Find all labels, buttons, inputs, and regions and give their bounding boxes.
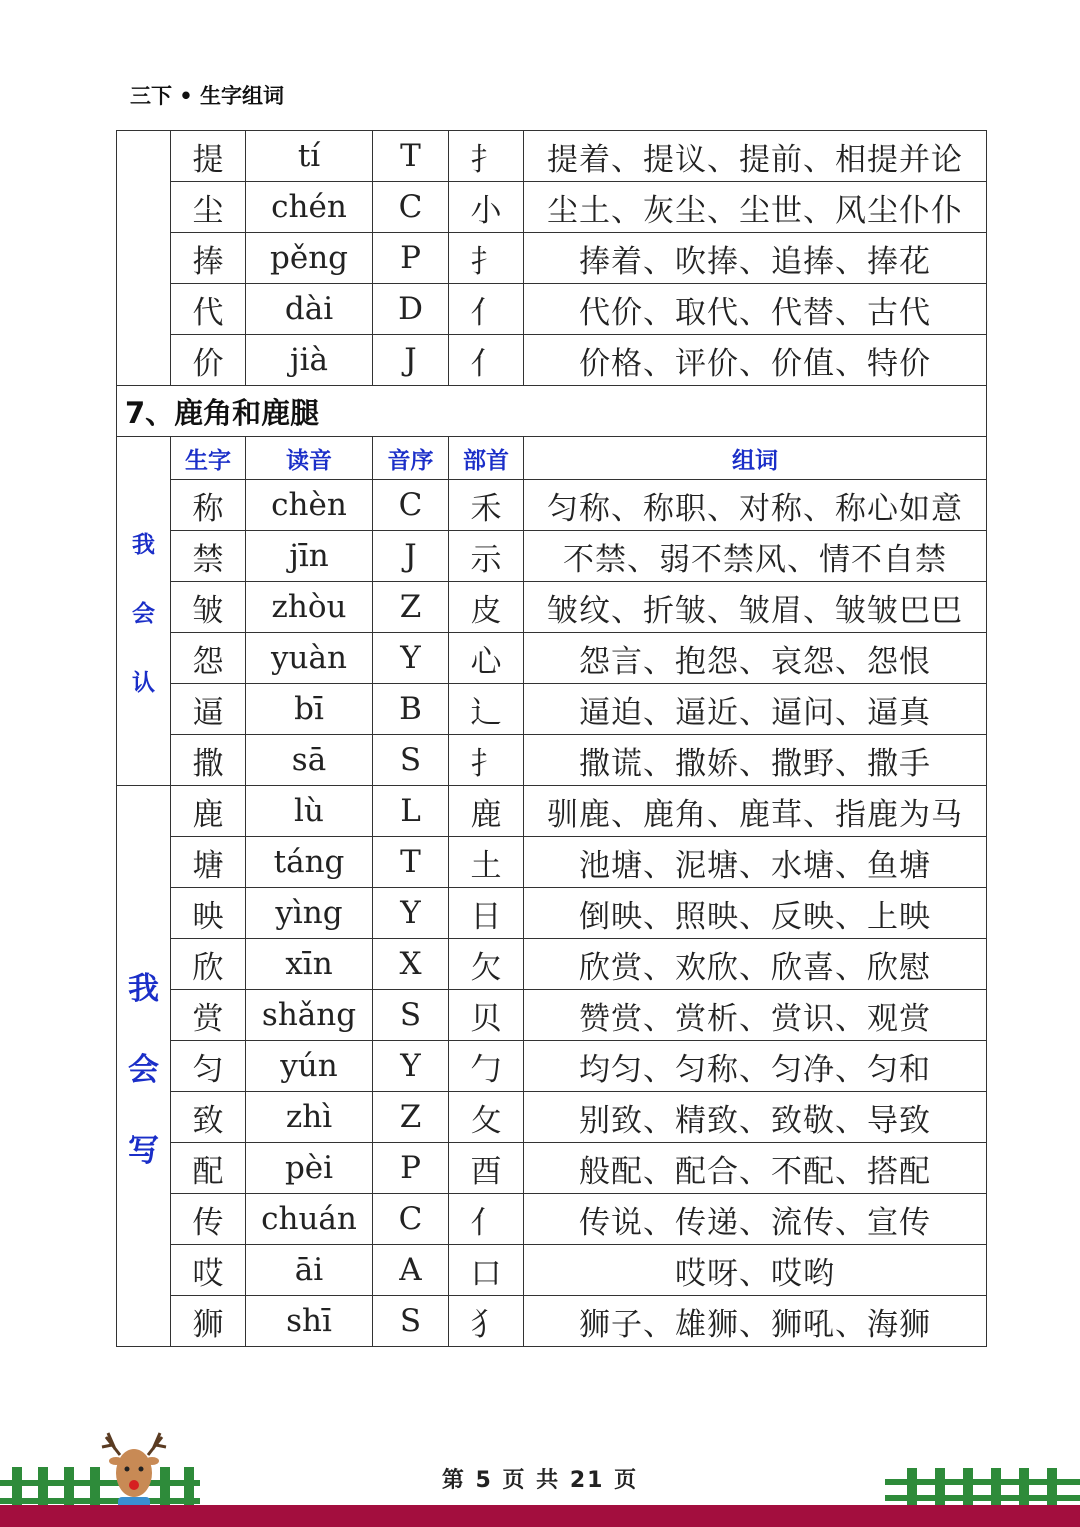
cell-radical: 亻: [449, 335, 524, 386]
table-row: [117, 939, 987, 990]
cell-initial: S: [373, 1296, 449, 1347]
cell-words: 般配、配合、不配、搭配: [524, 1143, 987, 1194]
cell-initial: T: [373, 131, 449, 182]
cell-char: 欣: [171, 939, 246, 990]
cell-char: 怨: [171, 633, 246, 684]
cell-words: 匀称、称职、对称、称心如意: [524, 480, 987, 531]
cell-char: 配: [171, 1143, 246, 1194]
cell-initial: B: [373, 684, 449, 735]
cell-words: 别致、精致、致敬、导致: [524, 1092, 987, 1143]
cell-initial: Z: [373, 1092, 449, 1143]
cell-words: 池塘、泥塘、水塘、鱼塘: [524, 837, 987, 888]
column-header-pinyin: 读音: [246, 437, 373, 480]
cell-initial: X: [373, 939, 449, 990]
table-row: [117, 1041, 987, 1092]
cell-words: 驯鹿、鹿角、鹿茸、指鹿为马: [524, 786, 987, 837]
table-row: [117, 284, 987, 335]
cell-radical: 扌: [449, 735, 524, 786]
table-row: [117, 582, 987, 633]
group-label-char: 会: [128, 1051, 159, 1088]
table-row: [117, 888, 987, 939]
cell-initial: L: [373, 786, 449, 837]
cell-radical: 皮: [449, 582, 524, 633]
cell-words: 倒映、照映、反映、上映: [524, 888, 987, 939]
cell-initial: Y: [373, 888, 449, 939]
cell-pinyin: lù: [246, 786, 373, 837]
table-row: [117, 233, 987, 284]
column-header-row: [117, 437, 987, 480]
cell-char: 赏: [171, 990, 246, 1041]
table-row: [117, 1296, 987, 1347]
cell-words: 欣赏、欢欣、欣喜、欣慰: [524, 939, 987, 990]
cell-pinyin: zhòu: [246, 582, 373, 633]
column-header-char: 生字: [171, 437, 246, 480]
group-label-char: 我: [128, 970, 159, 1007]
cell-char: 禁: [171, 531, 246, 582]
table-row: [117, 735, 987, 786]
table-row: [117, 633, 987, 684]
cell-words: 赞赏、赏析、赏识、观赏: [524, 990, 987, 1041]
cell-radical: 禾: [449, 480, 524, 531]
cell-char: 提: [171, 131, 246, 182]
cell-char: 逼: [171, 684, 246, 735]
cell-words: 撒谎、撒娇、撒野、撒手: [524, 735, 987, 786]
cell-pinyin: táng: [246, 837, 373, 888]
cell-pinyin: chén: [246, 182, 373, 233]
cell-initial: T: [373, 837, 449, 888]
cell-char: 鹿: [171, 786, 246, 837]
cell-pinyin: shī: [246, 1296, 373, 1347]
column-header-initial: 音序: [373, 437, 449, 480]
cell-initial: C: [373, 182, 449, 233]
cell-words: 价格、评价、价值、特价: [524, 335, 987, 386]
cell-pinyin: jià: [246, 335, 373, 386]
cell-radical: 土: [449, 837, 524, 888]
cell-radical: 小: [449, 182, 524, 233]
cell-words: 怨言、抱怨、哀怨、怨恨: [524, 633, 987, 684]
cell-words: 尘土、灰尘、尘世、风尘仆仆: [524, 182, 987, 233]
cell-pinyin: dài: [246, 284, 373, 335]
cell-char: 皱: [171, 582, 246, 633]
cell-initial: Z: [373, 582, 449, 633]
table-row: [117, 1143, 987, 1194]
cell-char: 价: [171, 335, 246, 386]
vocab-table: [116, 130, 987, 1347]
table-row: [117, 1092, 987, 1143]
group-label-char: 我: [132, 531, 155, 558]
cell-radical: 酉: [449, 1143, 524, 1194]
cell-pinyin: pěng: [246, 233, 373, 284]
cell-pinyin: yìng: [246, 888, 373, 939]
cell-char: 代: [171, 284, 246, 335]
cell-radical: 口: [449, 1245, 524, 1296]
cell-radical: 贝: [449, 990, 524, 1041]
cell-char: 捧: [171, 233, 246, 284]
cell-char: 称: [171, 480, 246, 531]
cell-pinyin: tí: [246, 131, 373, 182]
cell-pinyin: xīn: [246, 939, 373, 990]
group-label: [117, 131, 171, 386]
cell-pinyin: zhì: [246, 1092, 373, 1143]
cell-initial: C: [373, 480, 449, 531]
cell-radical: 欠: [449, 939, 524, 990]
cell-radical: 扌: [449, 131, 524, 182]
cell-pinyin: chuán: [246, 1194, 373, 1245]
cell-words: 均匀、匀称、匀净、匀和: [524, 1041, 987, 1092]
table-row: [117, 990, 987, 1041]
cell-pinyin: yuàn: [246, 633, 373, 684]
cell-char: 匀: [171, 1041, 246, 1092]
section-title: 7、鹿角和鹿腿: [117, 386, 987, 437]
cell-radical: 日: [449, 888, 524, 939]
cell-initial: S: [373, 990, 449, 1041]
cell-radical: 扌: [449, 233, 524, 284]
cell-radical: 鹿: [449, 786, 524, 837]
table-row: [117, 837, 987, 888]
cell-radical: 犭: [449, 1296, 524, 1347]
cell-words: 不禁、弱不禁风、情不自禁: [524, 531, 987, 582]
cell-pinyin: jīn: [246, 531, 373, 582]
table-row: [117, 182, 987, 233]
cell-char: 哎: [171, 1245, 246, 1296]
table-row: [117, 1245, 987, 1296]
cell-radical: 辶: [449, 684, 524, 735]
cell-char: 撒: [171, 735, 246, 786]
column-header-words: 组词: [524, 437, 987, 480]
cell-char: 狮: [171, 1296, 246, 1347]
cell-initial: C: [373, 1194, 449, 1245]
table-row: [117, 786, 987, 837]
cell-pinyin: pèi: [246, 1143, 373, 1194]
cell-char: 映: [171, 888, 246, 939]
cell-words: 逼迫、逼近、逼问、逼真: [524, 684, 987, 735]
group-label-char: 会: [132, 600, 155, 627]
cell-initial: P: [373, 1143, 449, 1194]
cell-pinyin: shǎng: [246, 990, 373, 1041]
table-row: [117, 131, 987, 182]
footer-bar: [0, 1505, 1080, 1527]
cell-initial: P: [373, 233, 449, 284]
cell-radical: 示: [449, 531, 524, 582]
page-header-title: 三下 • 生字组词: [130, 84, 285, 108]
page-number: 第 5 页 共 21 页: [441, 1468, 639, 1493]
cell-char: 传: [171, 1194, 246, 1245]
cell-words: 代价、取代、代替、古代: [524, 284, 987, 335]
cell-radical: 心: [449, 633, 524, 684]
cell-pinyin: bī: [246, 684, 373, 735]
cell-words: 狮子、雄狮、狮吼、海狮: [524, 1296, 987, 1347]
cell-char: 尘: [171, 182, 246, 233]
cell-initial: S: [373, 735, 449, 786]
cell-pinyin: yún: [246, 1041, 373, 1092]
cell-pinyin: chèn: [246, 480, 373, 531]
table-row: [117, 531, 987, 582]
cell-pinyin: āi: [246, 1245, 373, 1296]
cell-words: 捧着、吹捧、追捧、捧花: [524, 233, 987, 284]
cell-initial: J: [373, 335, 449, 386]
group-label-char: 写: [128, 1132, 159, 1169]
section-row: [117, 386, 987, 437]
cell-radical: 亻: [449, 284, 524, 335]
cell-words: 提着、提议、提前、相提并论: [524, 131, 987, 182]
cell-initial: A: [373, 1245, 449, 1296]
column-header-radical: 部首: [449, 437, 524, 480]
cell-words: 哎呀、哎哟: [524, 1245, 987, 1296]
cell-words: 皱纹、折皱、皱眉、皱皱巴巴: [524, 582, 987, 633]
cell-pinyin: sā: [246, 735, 373, 786]
cell-radical: 攵: [449, 1092, 524, 1143]
cell-char: 致: [171, 1092, 246, 1143]
group-label: [117, 437, 171, 786]
group-label-char: 认: [132, 669, 155, 696]
table-row: [117, 684, 987, 735]
table-row: [117, 1194, 987, 1245]
cell-radical: 勹: [449, 1041, 524, 1092]
cell-initial: D: [373, 284, 449, 335]
cell-initial: Y: [373, 633, 449, 684]
cell-initial: J: [373, 531, 449, 582]
table-row: [117, 480, 987, 531]
table-row: [117, 335, 987, 386]
cell-radical: 亻: [449, 1194, 524, 1245]
cell-char: 塘: [171, 837, 246, 888]
cell-initial: Y: [373, 1041, 449, 1092]
group-label: [117, 786, 171, 1347]
cell-words: 传说、传递、流传、宣传: [524, 1194, 987, 1245]
